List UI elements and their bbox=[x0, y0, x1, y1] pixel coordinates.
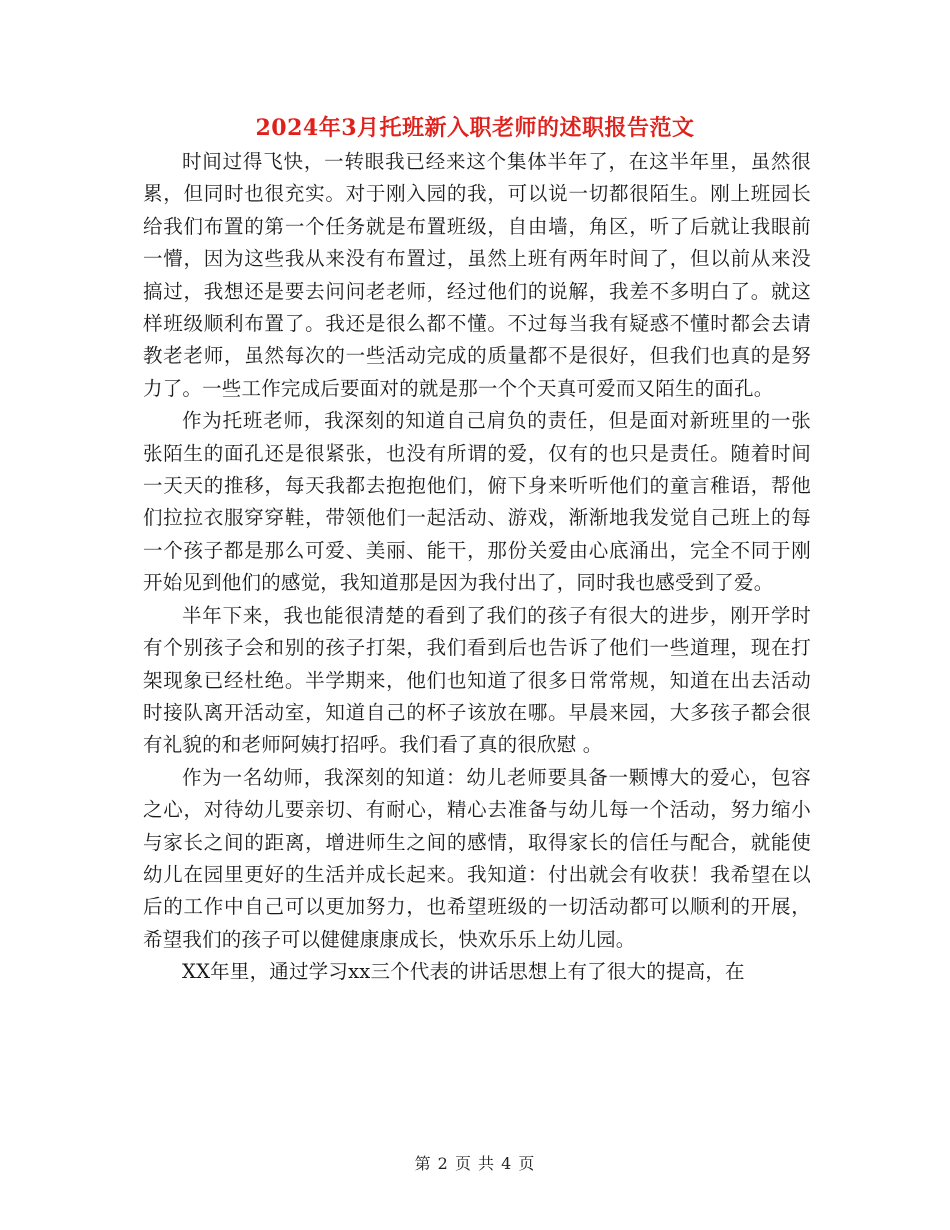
page-number-footer: 第 2 页 共 4 页 bbox=[414, 1154, 536, 1173]
paragraph-4: 作为一名幼师，我深刻的知道：幼儿老师要具备一颗博大的爱心，包容之心，对待幼儿要亲切、有耐心，精心去准备与幼儿每一个活动，努力缩小与家长之间的距离，增进师生之间的感情，取得家长的信任与配合，就能使幼儿在园里更好的生活并成长起来。我知道：付出就会有收获！我希望在以后的工作中自己可以更加努力，也希望班级的一切活动都可以顺利的开展，希望我们的孩子可以健健康康成长，快欢乐乐上幼儿园。 bbox=[143, 765, 811, 951]
paragraph-1: 时间过得飞快，一转眼我已经来这个集体半年了，在这半年里，虽然很累，但同时也很充实。对于刚入园的我，可以说一切都很陌生。刚上班园长给我们布置的第一个任务就是布置班级，自由墙，角区，听了后就让我眼前一懵，因为这些我从来没有布置过，虽然上班有两年时间了，但以前从来没搞过，我想还是要去问问老老师，经过他们的说解，我差不多明白了。就这样班级顺利布置了。我还是很么都不懂。不过每当我有疑惑不懂时都会去请教老老师，虽然每次的一些活动完成的质量都不是很好，但我们也真的是努力了。一些工作完成后要面对的就是那一个个天真可爱而又陌生的面孔。 bbox=[143, 150, 811, 400]
paragraph-3: 半年下来，我也能很清楚的看到了我们的孩子有很大的进步，刚开学时有个别孩子会和别的孩子打架，我们看到后也告诉了他们一些道理，现在打架现象已经杜绝。半学期来，他们也知道了很多日常常规，知道在出去活动时接队离开活动室，知道自己的杯子该放在哪。早晨来园，大多孩子都会很有礼貌的和老师阿姨打招呼。我们看了真的很欣慰 。 bbox=[143, 603, 811, 757]
document-body bbox=[143, 146, 811, 989]
document-title: 2024年3月托班新入职老师的述职报告范文 bbox=[255, 115, 695, 141]
paragraph-2: 作为托班老师，我深刻的知道自己肩负的责任，但是面对新班里的一张张陌生的面孔还是很紧张，也没有所谓的爱，仅有的也只是责任。随着时间一天天的推移，每天我都去抱抱他们，俯下身来听听他们的童言稚语，帮他们拉拉衣服穿穿鞋，带领他们一起活动、游戏，渐渐地我发觉自己班上的每一个孩子都是那么可爱、美丽、能干，那份关爱由心底涌出，完全不同于刚开始见到他们的感觉，我知道那是因为我付出了，同时我也感受到了爱。 bbox=[143, 409, 811, 595]
paragraph-5: XX年里，通过学习xx三个代表的讲话思想上有了很大的提高，在 bbox=[182, 960, 745, 984]
